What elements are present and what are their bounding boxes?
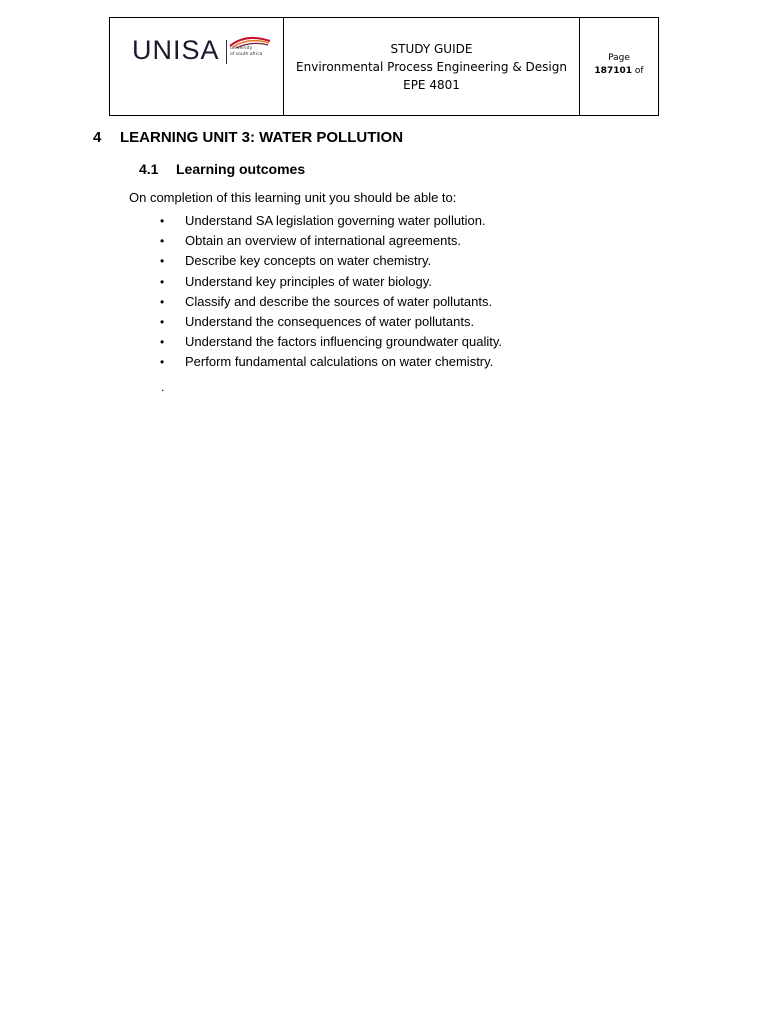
list-item: [160, 352, 502, 372]
list-item: [160, 251, 502, 271]
bullet-icon: •: [160, 314, 165, 329]
list-item: [160, 211, 502, 231]
list-item-text: Obtain an overview of international agreements.: [185, 233, 462, 249]
bullet-icon: •: [160, 254, 165, 269]
list-item: [160, 292, 502, 312]
page-label: Page: [608, 53, 630, 63]
list-item: [160, 272, 502, 292]
logo-subtitle: [230, 46, 262, 57]
list-item-text: Understand SA legislation governing water pollution.: [185, 213, 486, 228]
unisa-logo-wordmark: UNISA: [132, 35, 220, 65]
list-item-text: Understand the consequences of water pollutants.: [185, 313, 475, 329]
bullet-icon: •: [160, 335, 165, 350]
page-of-label: of: [634, 66, 644, 76]
outcomes-list: [160, 211, 502, 373]
list-item-text: Perform fundamental calculations on water chemistry.: [185, 354, 494, 370]
title-cell: [284, 18, 580, 115]
section-heading: [93, 129, 403, 146]
subsection-heading: [139, 161, 305, 177]
bullet-icon: •: [160, 294, 165, 309]
list-item-text: Understand key principles of water biology.: [185, 273, 432, 289]
trailing-mark: .: [161, 380, 165, 394]
logo-cell: [110, 18, 284, 115]
document-header: [109, 17, 659, 116]
course-title: Environmental Process Engineering & Design: [296, 59, 567, 74]
list-item-text: Describe key concepts on water chemistry.: [185, 253, 432, 269]
study-guide-label: STUDY GUIDE: [390, 41, 473, 56]
logo-subtitle-line2: of south africa: [230, 51, 263, 57]
bullet-icon: •: [160, 274, 165, 289]
page-cell: [580, 18, 658, 115]
page-number: 187101: [594, 66, 632, 76]
course-code: EPE 4801: [403, 77, 460, 92]
list-item-text: Understand the factors influencing groundwater quality.: [185, 334, 503, 350]
bullet-icon: •: [160, 355, 165, 370]
bullet-icon: •: [160, 214, 165, 228]
list-item: [160, 332, 502, 352]
logo-subtitle-line1: university: [230, 46, 253, 51]
list-item-text: Classify and describe the sources of water pollutants.: [185, 293, 493, 309]
subsection-title: Learning outcomes: [176, 161, 306, 177]
logo-divider: [226, 40, 227, 64]
subsection-number: 4.1: [139, 161, 159, 177]
page-number-line: [594, 65, 643, 78]
list-item: [160, 231, 502, 251]
list-item: [160, 312, 502, 332]
intro-paragraph: On completion of this learning unit you should be able to:: [129, 190, 457, 205]
section-title: LEARNING UNIT 3: WATER POLLUTION: [120, 129, 404, 146]
section-number: 4: [93, 129, 102, 146]
bullet-icon: •: [160, 234, 165, 249]
